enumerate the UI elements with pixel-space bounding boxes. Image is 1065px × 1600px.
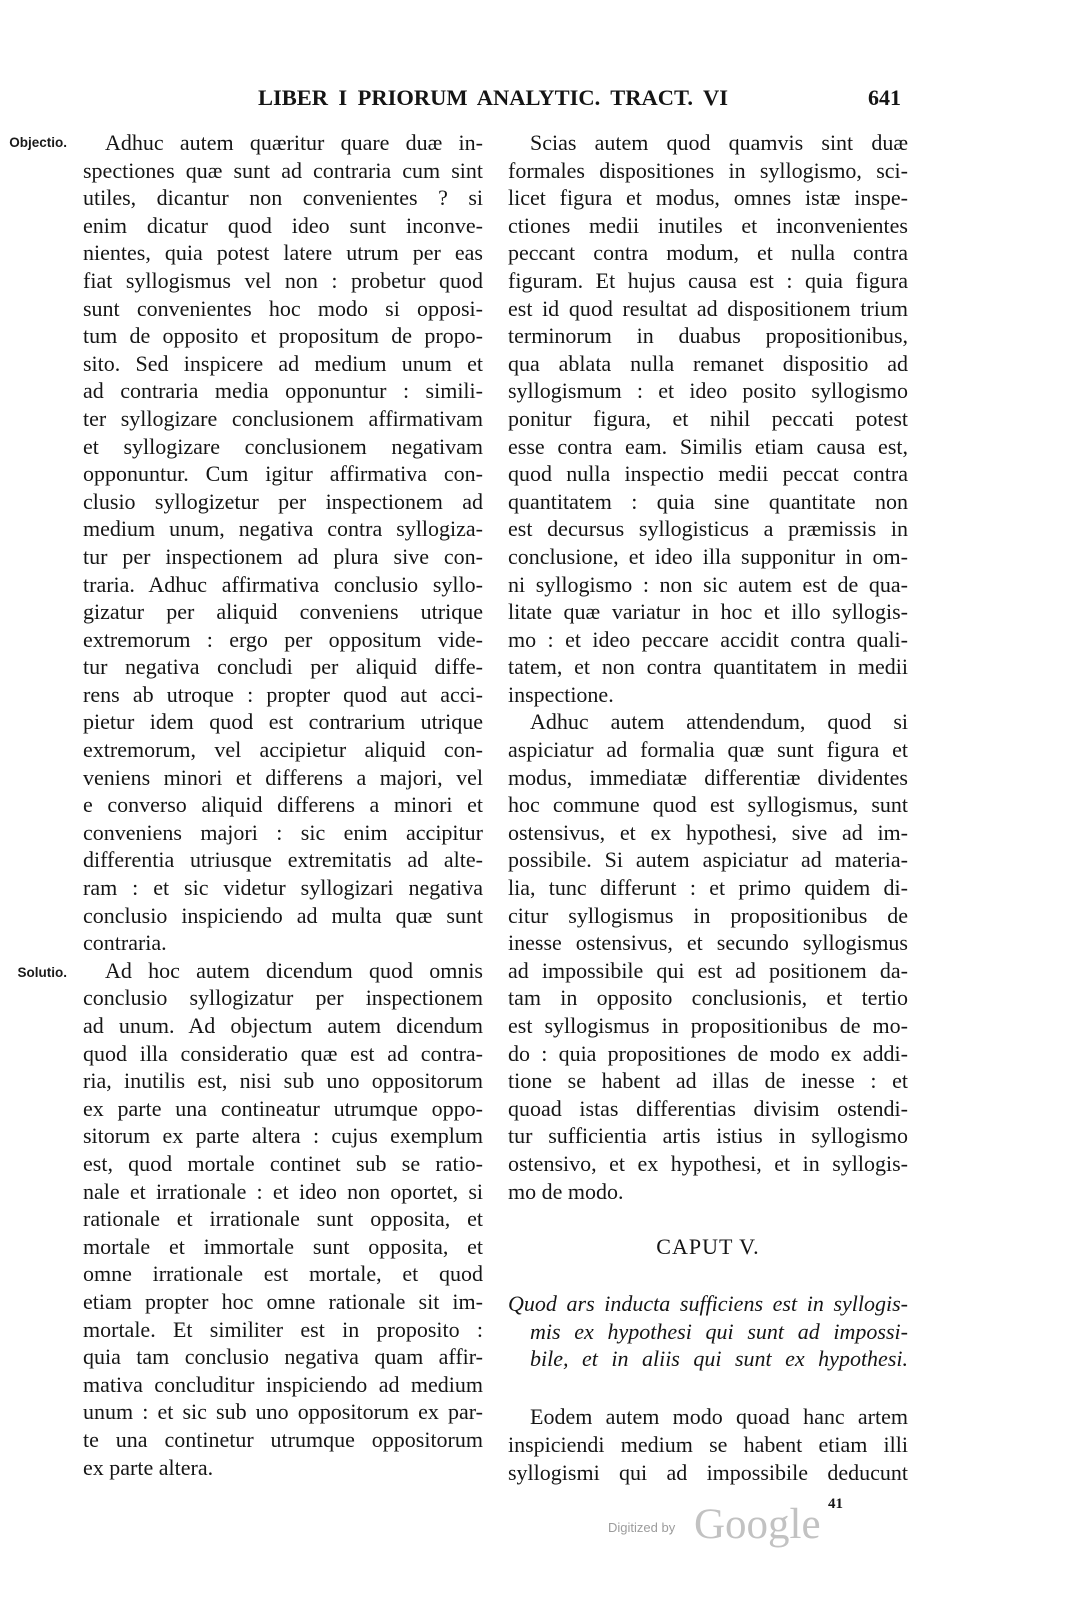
text-line: e converso aliquid differens a minori et xyxy=(83,792,483,818)
text-line: traria. Adhuc affirmativa conclusio syllo- xyxy=(83,571,483,597)
text-line: extremorum, vel accipietur aliquid con- xyxy=(83,737,483,763)
margin-note-objectio: Objectio. xyxy=(9,135,67,150)
text-line: conclusio inspiciendo ad multa quæ sunt xyxy=(83,902,483,928)
text-line: litate quæ variatur in hoc et illo syllogis- xyxy=(508,599,908,625)
text-line: differentia utriusque extremitatis ad alte- xyxy=(83,847,483,873)
text-line: ctiones medii inutiles et inconvenientes xyxy=(508,212,908,238)
chapter-heading: CAPUT V. xyxy=(656,1233,760,1259)
text-line: formales dispositiones in syllogismo, sci- xyxy=(508,157,908,183)
text-line: ram : et sic videtur syllogizari negativa xyxy=(83,875,483,901)
chapter-summary xyxy=(508,1290,908,1373)
text-line: mortale et immortale sunt opposita, et xyxy=(83,1233,483,1259)
text-line: ad unum. Ad objectum autem dicendum xyxy=(83,1013,483,1038)
spacer xyxy=(508,1373,908,1401)
text-line: fiat syllogismus vel non : probetur quod xyxy=(83,267,483,293)
text-line: Ad hoc autem dicendum quod omnis xyxy=(105,957,483,983)
text-line: inesse ostensivus, et secundo syllogismus xyxy=(508,930,908,956)
text-line: Adhuc autem attendendum, quod si xyxy=(530,709,908,735)
text-line: pietur idem quod est contrarium utrique xyxy=(83,709,483,735)
text-line: opponuntur. Cum igitur affirmativa con- xyxy=(83,461,483,487)
text-line: modus, immediatæ differentiæ dividentes xyxy=(508,764,908,790)
google-logo: Google xyxy=(694,1501,821,1548)
text-line: tam in opposito conclusionis, et tertio xyxy=(508,985,908,1011)
chapter-summary-line: mis ex hypothesi qui sunt ad impossi- xyxy=(530,1318,908,1344)
text-line: conclusio syllogizatur per inspectionem xyxy=(83,985,483,1011)
text-line: contraria. xyxy=(83,930,167,956)
signature-mark: 41 xyxy=(828,1496,843,1512)
text-line: omne irrationale est mortale, et quod xyxy=(83,1261,483,1287)
text-line: spectiones quæ sunt ad contraria cum sint xyxy=(83,157,483,183)
spacer xyxy=(508,1260,908,1288)
text-line: unum : et sic sub uno oppositorum ex par- xyxy=(83,1399,483,1425)
chapter-summary-line: bile, et in aliis qui sunt ex hypothesi. xyxy=(530,1346,908,1372)
chapter-summary-line: Quod ars inducta sufficiens est in syllogis- xyxy=(508,1290,908,1316)
text-line: rationale et irrationale sunt opposita, et xyxy=(83,1206,483,1232)
text-line: quod nulla inspectio medii peccat contra xyxy=(508,461,908,487)
text-line: medium unum, negativa contra syllogiza- xyxy=(83,516,483,542)
text-line: Scias autem quod quamvis sint duæ xyxy=(530,130,908,155)
text-line: sunt convenientes hoc modo si opposi- xyxy=(83,295,483,321)
text-line: veniens minori et differens a majori, vel xyxy=(83,764,483,790)
text-line: lia, tunc differunt : et primo quidem di- xyxy=(508,875,908,901)
text-line: inspectione. xyxy=(508,681,614,707)
text-line: ni syllogismo : non sic autem est de qua- xyxy=(508,571,908,597)
text-line: ex parte una contineatur utrumque oppo- xyxy=(83,1095,483,1121)
text-line: ostensivo, et ex hypothesi, et in syllogis- xyxy=(508,1150,908,1176)
text-line: aspiciatur ad formalia quæ sunt figura et xyxy=(508,737,908,763)
text-line: quod illa consideratio quæ est ad contra- xyxy=(83,1040,483,1066)
right-column xyxy=(508,129,908,1486)
text-line: ostensivus, et ex hypothesi, sive ad im- xyxy=(508,819,908,845)
text-line: syllogismi qui ad impossibile deducunt xyxy=(508,1459,908,1485)
text-line: est id quod resultat ad dispositionem trium xyxy=(508,295,908,321)
text-line: syllogismum : et ideo posito syllogismo xyxy=(508,378,908,404)
text-line: sitorum ex parte altera : cujus exemplum xyxy=(83,1123,483,1149)
text-line: rens ab utroque : propter quod aut acci- xyxy=(83,681,483,707)
text-line: est syllogismus in propositionibus de mo- xyxy=(508,1013,908,1038)
text-line: ria, inutilis est, nisi sub uno oppositorum xyxy=(83,1068,483,1094)
text-line: nale et irrationale : et ideo non oportet, si xyxy=(83,1178,483,1204)
text-line: conveniens majori : sic enim accipitur xyxy=(83,819,483,845)
spacer xyxy=(508,1205,908,1233)
text-line: etiam propter hoc omne rationale sit im- xyxy=(83,1288,483,1314)
text-line: mo de modo. xyxy=(508,1178,624,1204)
text-line: Adhuc autem quæritur quare duæ in- xyxy=(105,130,483,155)
watermark-text: Digitized by xyxy=(608,1520,676,1535)
margin-note-solutio: Solutio. xyxy=(17,965,67,980)
text-line: ad impossibile qui est ad positionem da- xyxy=(508,957,908,983)
text-line: tum de opposito et propositum de propo- xyxy=(83,323,483,349)
text-line: tur sufficientia artis istius in syllogismo xyxy=(508,1123,908,1149)
text-line: te una continetur utrumque oppositorum xyxy=(83,1426,483,1452)
text-line: quantitatem : quia sine quantitate non xyxy=(508,488,908,514)
text-line: quia tam conclusio negativa quam affir- xyxy=(83,1344,483,1370)
text-line: figuram. Et hujus causa est : quia figura xyxy=(508,267,908,293)
text-line: ex parte altera. xyxy=(83,1454,214,1480)
text-line: ter syllogizare conclusionem affirmativam xyxy=(83,405,483,431)
chapter-text xyxy=(508,1403,908,1486)
text-line: ad contraria media opponuntur : simili- xyxy=(83,378,483,404)
text-line: qua ablata nulla remanet dispositio ad xyxy=(508,350,908,376)
text-line: inspiciendi medium se habent etiam illi xyxy=(508,1431,908,1457)
text-line: gizatur per aliquid conveniens utrique xyxy=(83,599,483,625)
text-line: est, quod mortale continet sub se ratio- xyxy=(83,1150,483,1176)
text-line: terminorum in duabus propositionibus, xyxy=(508,323,908,349)
text-line: ponitur figura, et nihil peccati potest xyxy=(508,405,908,431)
text-line: hoc commune quod est syllogismus, sunt xyxy=(508,792,908,818)
text-line: licet figura et modus, omnes istæ inspe- xyxy=(508,185,908,211)
text-line: enim dicatur quod ideo sunt inconve- xyxy=(83,212,483,238)
text-line: do : quia propositiones de modo ex addi- xyxy=(508,1040,908,1066)
text-line: Eodem autem modo quoad hanc artem xyxy=(530,1404,908,1430)
text-line: possibile. Si autem aspiciatur ad materia- xyxy=(508,847,908,873)
text-line: esse contra eam. Similis etiam causa est, xyxy=(508,433,908,459)
text-line: peccant contra modum, et nulla contra xyxy=(508,240,908,266)
text-line: est decursus syllogisticus a præmissis in xyxy=(508,516,908,542)
text-line: tur per inspectionem ad plura sive con- xyxy=(83,543,483,569)
text-line: mativa concluditur inspiciendo ad medium xyxy=(83,1371,483,1397)
left-column xyxy=(83,129,483,1481)
text-line: conclusione, et ideo illa supponitur in om- xyxy=(508,543,908,569)
text-line: tur negativa concludi per aliquid diffe- xyxy=(83,654,483,680)
text-line: mortale. Et similiter est in proposito : xyxy=(83,1316,483,1342)
text-line: tatem, et non contra quantitatem in medii xyxy=(508,654,908,680)
text-line: quoad istas differentias divisim ostendi- xyxy=(508,1095,908,1121)
text-line: clusio syllogizetur per inspectionem ad xyxy=(83,488,483,514)
text-line: sito. Sed inspicere ad medium unum et xyxy=(83,350,483,376)
text-line: nientes, quia potest latere utrum per eas xyxy=(83,240,483,266)
text-line: tione se habent ad illas de inesse : et xyxy=(508,1068,908,1094)
text-line: citur syllogismus in propositionibus de xyxy=(508,902,908,928)
page-number: 641 xyxy=(868,85,901,110)
text-line: mo : et ideo peccare accidit contra quali- xyxy=(508,626,908,652)
running-title: LIBER I PRIORUM ANALYTIC. TRACT. VI xyxy=(258,85,728,110)
text-line: et syllogizare conclusionem negativam xyxy=(83,433,483,459)
text-line: extremorum : ergo per oppositum vide- xyxy=(83,626,483,652)
text-line: utiles, dicantur non convenientes ? si xyxy=(83,185,483,211)
